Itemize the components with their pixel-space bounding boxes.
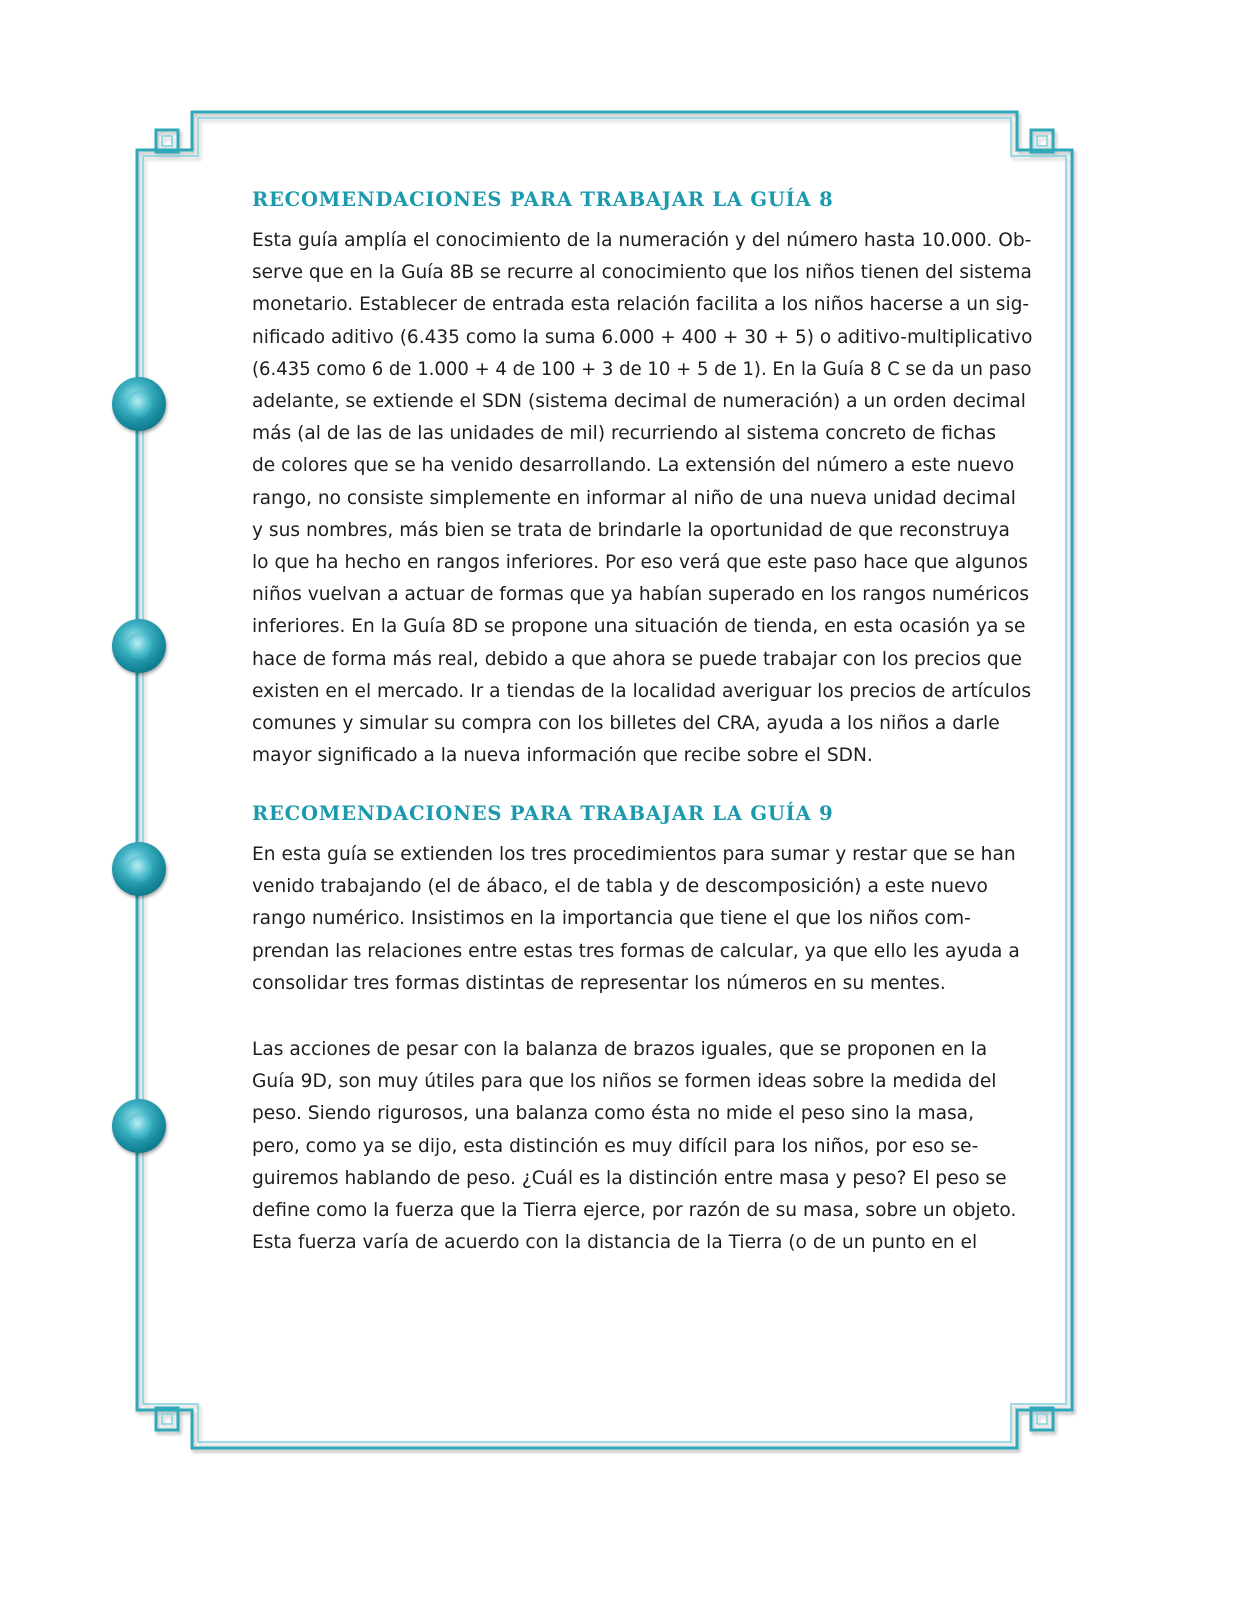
- text-line: adelante, se extiende el SDN (sistema decimal de numeración) a un orden decimal: [252, 391, 1026, 413]
- text-line: más (al de las de las unidades de mil) recurriendo al sistema concreto de fichas: [252, 423, 997, 445]
- text-line: rango numérico. Insistimos en la importancia que tiene el que los niños com-: [252, 908, 971, 930]
- binder-ring-icon: [112, 842, 166, 896]
- text-line: inferiores. En la Guía 8D se propone una situación de tienda, en esta ocasión ya se: [252, 616, 1026, 638]
- text-line: venido trabajando (el de ábaco, el de tabla y de descomposición) a este nuevo: [252, 876, 988, 898]
- text-line: peso. Siendo rigurosos, una balanza como ésta no mide el peso sino la masa,: [252, 1103, 974, 1125]
- text-line: (6.435 como 6 de 1.000 + 4 de 100 + 3 de 10 + 5 de 1). En la Guía 8 C se da un paso: [252, 358, 1032, 380]
- text-line: monetario. Establecer de entrada esta relación facilita a los niños hacerse a un sig-: [252, 294, 1030, 316]
- section-heading: RECOMENDACIONES PARA TRABAJAR LA GUÍA 9: [252, 802, 834, 825]
- paragraph-balanza: [252, 1034, 1032, 1259]
- text-line: nificado aditivo (6.435 como la suma 6.000 + 400 + 30 + 5) o aditivo-multiplicativo: [252, 326, 1033, 348]
- text-line: rango, no consiste simplemente en informar al niño de una nueva unidad decimal: [252, 487, 1016, 509]
- text-line: existen en el mercado. Ir a tiendas de la localidad averiguar los precios de artículos: [252, 680, 1032, 702]
- text-line: Guía 9D, son muy útiles para que los niños se formen ideas sobre la medida del: [252, 1071, 997, 1093]
- text-line: serve que en la Guía 8B se recurre al conocimiento que los niños tienen del sistema: [252, 262, 1032, 284]
- text-line: Las acciones de pesar con la balanza de brazos iguales, que se proponen en la: [252, 1039, 988, 1060]
- text-line: define como la fuerza que la Tierra ejerce, por razón de su masa, sobre un objeto.: [252, 1200, 1017, 1222]
- binder-ring-icon: [112, 377, 166, 431]
- section-heading: RECOMENDACIONES PARA TRABAJAR LA GUÍA 8: [252, 188, 834, 211]
- text-line: guiremos hablando de peso. ¿Cuál es la distinción entre masa y peso? El peso se: [252, 1167, 1007, 1189]
- text-line: de colores que se ha venido desarrollando. La extensión del número a este nuevo: [252, 455, 1015, 477]
- text-line: consolidar tres formas distintas de representar los números en su mentes.: [252, 972, 946, 994]
- binder-ring-icon: [112, 1099, 166, 1153]
- text-line: hace de forma más real, debido a que ahora se puede trabajar con los precios que: [252, 648, 1022, 670]
- text-line: comunes y simular su compra con los billetes del CRA, ayuda a los niños a darle: [252, 713, 1000, 735]
- text-line: y sus nombres, más bien se trata de brindarle la oportunidad de que reconstruya: [252, 519, 1010, 541]
- text-line: En esta guía se extienden los tres procedimientos para sumar y restar que se han: [252, 844, 1016, 865]
- section-paragraph: [252, 839, 1032, 1000]
- section-guia-9: [252, 800, 1032, 1000]
- text-line: prendan las relaciones entre estas tres formas de calcular, ya que ello les ayuda a: [252, 940, 1020, 962]
- text-line: Esta fuerza varía de acuerdo con la distancia de la Tierra (o de un punto en el: [252, 1232, 978, 1254]
- text-line: mayor significado a la nueva información que recibe sobre el SDN.: [252, 745, 873, 767]
- section-paragraph: [252, 1034, 1032, 1259]
- text-line: lo que ha hecho en rangos inferiores. Por eso verá que este paso hace que algunos: [252, 552, 1028, 574]
- text-line: niños vuelvan a actuar de formas que ya habían superado en los rangos numéricos: [252, 584, 1030, 606]
- text-line: pero, como ya se dijo, esta distinción es muy difícil para los niños, por eso se-: [252, 1135, 979, 1157]
- binder-ring-icon: [112, 619, 166, 673]
- section-paragraph: [252, 225, 1032, 772]
- section-guia-8: [252, 186, 1032, 772]
- text-line: Esta guía amplía el conocimiento de la numeración y del número hasta 10.000. Ob-: [252, 230, 1032, 251]
